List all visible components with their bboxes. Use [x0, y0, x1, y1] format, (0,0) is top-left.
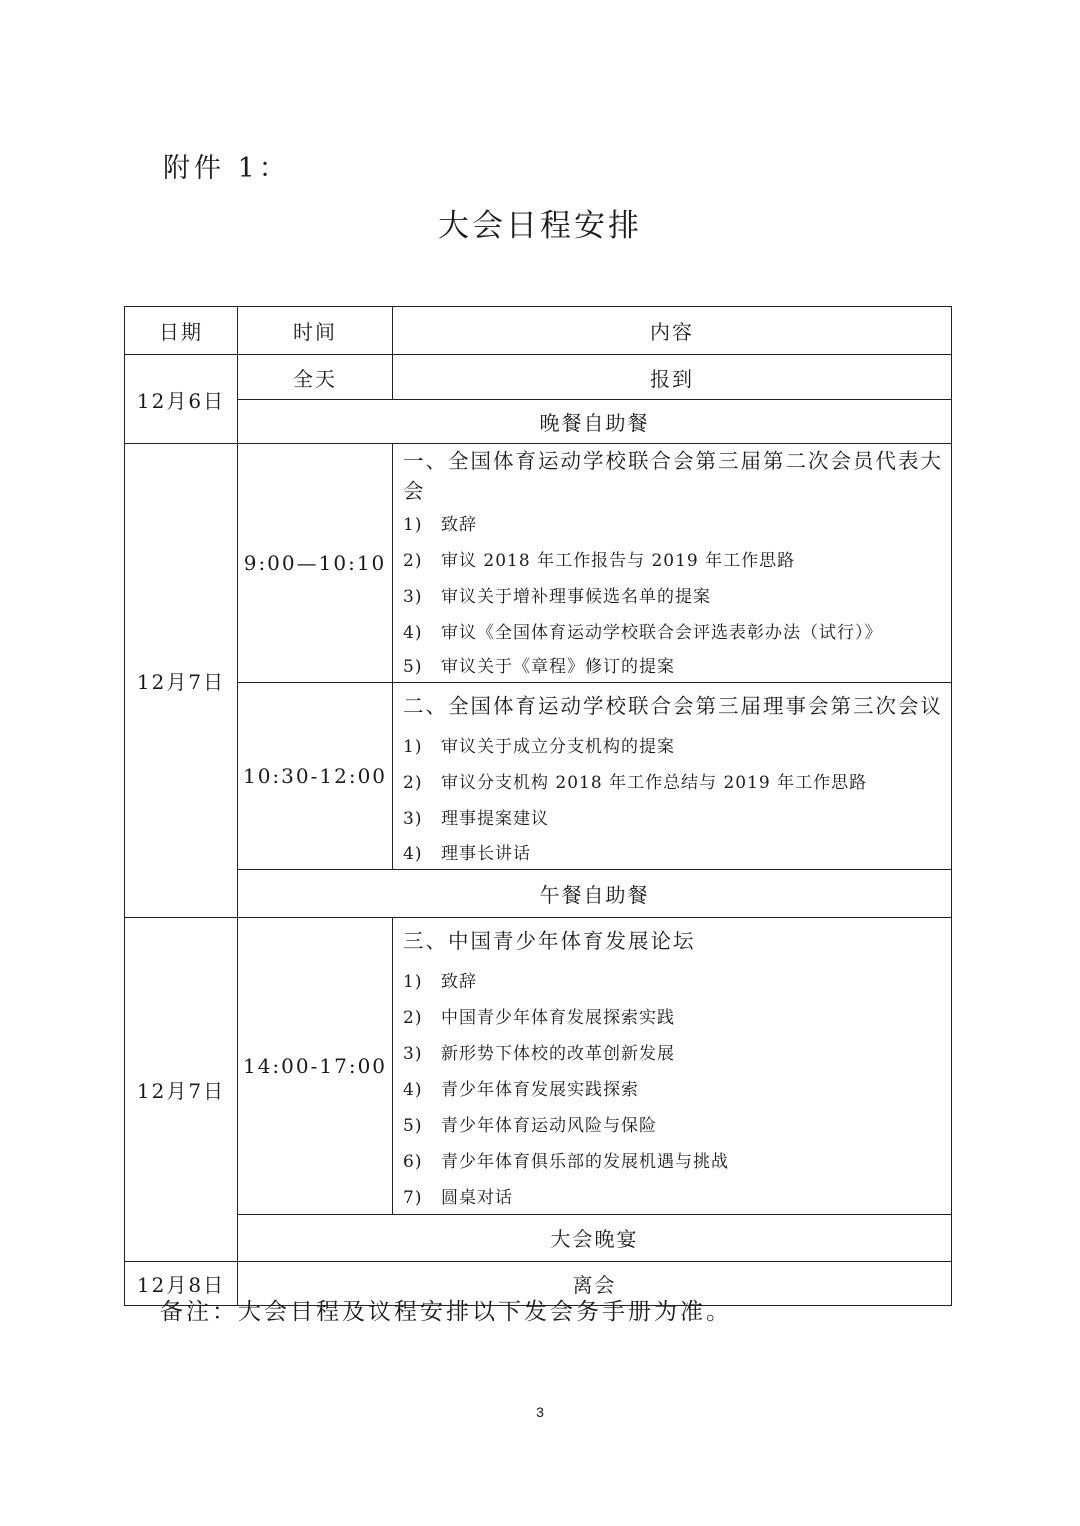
item-number: 1) [403, 514, 423, 535]
item-text: 致辞 [441, 514, 477, 535]
item-text: 审议《全国体育运动学校联合会评选表彰办法（试行）》 [441, 622, 883, 643]
date-cell: 12月7日 [125, 444, 238, 918]
header-content: 内容 [393, 307, 952, 355]
item-number: 5) [403, 1115, 423, 1136]
item-number: 3) [403, 586, 423, 607]
table-row [125, 1214, 952, 1261]
item-text: 审议分支机构 2018 年工作总结与 2019 年工作思路 [441, 772, 868, 793]
table-row [125, 869, 952, 917]
item-number: 4) [403, 843, 423, 864]
meal-cell: 晚餐自助餐 [238, 400, 952, 444]
item-text: 青少年体育俱乐部的发展机遇与挑战 [441, 1151, 729, 1172]
item-number: 3) [403, 808, 423, 829]
item-text: 审议关于增补理事候选名单的提案 [441, 586, 711, 607]
item-text: 审议关于成立分支机构的提案 [441, 736, 675, 757]
item-number: 4) [403, 622, 423, 643]
meal-cell: 午餐自助餐 [238, 869, 952, 917]
section-title: 一、全国体育运动学校联合会第三届第二次会员代表大会 [393, 444, 952, 505]
item-number: 6) [403, 1151, 423, 1172]
time-cell: 10:30-12:00 [238, 682, 393, 869]
item-number: 4) [403, 1079, 423, 1100]
page-number: 3 [536, 1404, 544, 1420]
meal-cell: 大会晚宴 [238, 1214, 952, 1261]
item-text: 青少年体育运动风险与保险 [441, 1115, 657, 1136]
item-number: 1) [403, 971, 423, 992]
item-number: 3) [403, 1043, 423, 1064]
content-cell: 离会 [238, 1261, 952, 1305]
item-number: 5) [403, 657, 423, 678]
item-text: 理事长讲话 [441, 843, 531, 864]
table-row [125, 917, 952, 961]
section-title: 三、中国青少年体育发展论坛 [393, 917, 952, 961]
date-cell: 12月7日 [125, 917, 238, 1261]
item-number: 2) [403, 550, 423, 571]
table-row [125, 400, 952, 444]
time-cell: 9:00—10:10 [238, 444, 393, 683]
schedule-table [124, 306, 952, 1306]
item-number: 1) [403, 736, 423, 757]
time-cell: 全天 [238, 355, 393, 400]
footnote: 备注：大会日程及议程安排以下发会务手册为准。 [160, 1299, 732, 1325]
date-cell: 12月6日 [125, 355, 238, 444]
item-number: 2) [403, 772, 423, 793]
item-text: 中国青少年体育发展探索实践 [441, 1007, 675, 1028]
item-text: 圆桌对话 [441, 1187, 513, 1208]
table-row [125, 444, 952, 505]
attachment-label: 附件 1： [163, 153, 290, 184]
date-cell: 12月8日 [125, 1261, 238, 1305]
table-row [125, 682, 952, 726]
document-title: 大会日程安排 [438, 208, 642, 244]
item-number: 7) [403, 1187, 423, 1208]
header-time: 时间 [238, 307, 393, 355]
item-text: 审议关于《章程》修订的提案 [441, 657, 675, 678]
item-text: 新形势下体校的改革创新发展 [441, 1043, 675, 1064]
time-cell: 14:00-17:00 [238, 917, 393, 1214]
section-title: 二、全国体育运动学校联合会第三届理事会第三次会议 [393, 682, 952, 726]
item-text: 理事提案建议 [441, 808, 549, 829]
item-number: 2) [403, 1007, 423, 1028]
header-date: 日期 [125, 307, 238, 355]
table-row [125, 355, 952, 400]
item-text: 致辞 [441, 971, 477, 992]
item-text: 青少年体育发展实践探索 [441, 1079, 639, 1100]
item-text: 审议 2018 年工作报告与 2019 年工作思路 [441, 550, 796, 571]
header-row [125, 307, 952, 355]
content-cell: 报到 [393, 355, 952, 400]
